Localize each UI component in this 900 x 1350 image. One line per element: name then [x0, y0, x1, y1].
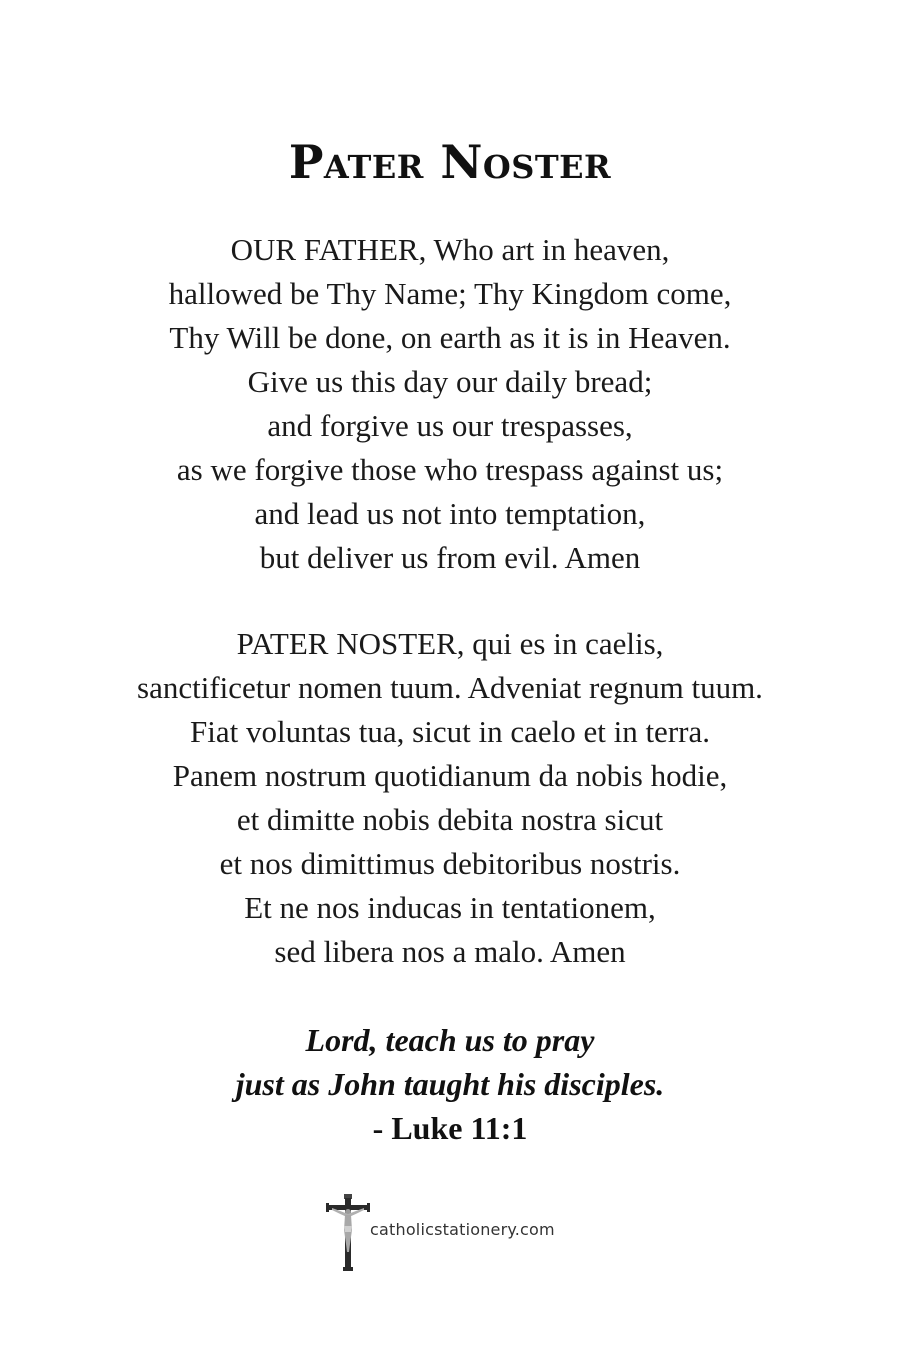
- english-line: and lead us not into temptation,: [254, 496, 646, 531]
- latin-line: PATER NOSTER, qui es in caelis,: [236, 626, 664, 661]
- english-line: but deliver us from evil. Amen: [259, 540, 641, 575]
- latin-prayer: [0, 622, 900, 974]
- page-title: Pater Noster: [288, 135, 612, 189]
- latin-line: et nos dimittimus debitoribus nostris.: [219, 846, 681, 881]
- english-line: Thy Will be done, on earth as it is in Heaven.: [169, 320, 731, 355]
- english-prayer: [0, 228, 900, 580]
- english-line: and forgive us our trespasses,: [267, 408, 633, 443]
- latin-line: sed libera nos a malo. Amen: [274, 934, 626, 969]
- footer-branding: [326, 1192, 555, 1272]
- crucifix-icon: [326, 1192, 370, 1272]
- quote-citation: - Luke 11:1: [372, 1110, 528, 1146]
- scripture-quote: [0, 1018, 900, 1150]
- latin-line: Panem nostrum quotidianum da nobis hodie,: [172, 758, 728, 793]
- latin-line: et dimitte nobis debita nostra sicut: [236, 802, 664, 837]
- english-line: hallowed be Thy Name; Thy Kingdom come,: [168, 276, 732, 311]
- latin-line: Fiat voluntas tua, sicut in caelo et in terra.: [190, 714, 710, 749]
- english-line: as we forgive those who trespass against us;: [176, 452, 724, 487]
- latin-line: sanctificetur nomen tuum. Adveniat regnum tuum.: [137, 670, 763, 705]
- website-label: catholicstationery.com: [370, 1219, 555, 1239]
- quote-line: just as John taught his disciples.: [235, 1066, 665, 1102]
- quote-line: Lord, teach us to pray: [305, 1022, 595, 1058]
- latin-line: Et ne nos inducas in tentationem,: [244, 890, 656, 925]
- english-line: Give us this day our daily bread;: [247, 364, 653, 399]
- english-line: OUR FATHER, Who art in heaven,: [230, 232, 670, 267]
